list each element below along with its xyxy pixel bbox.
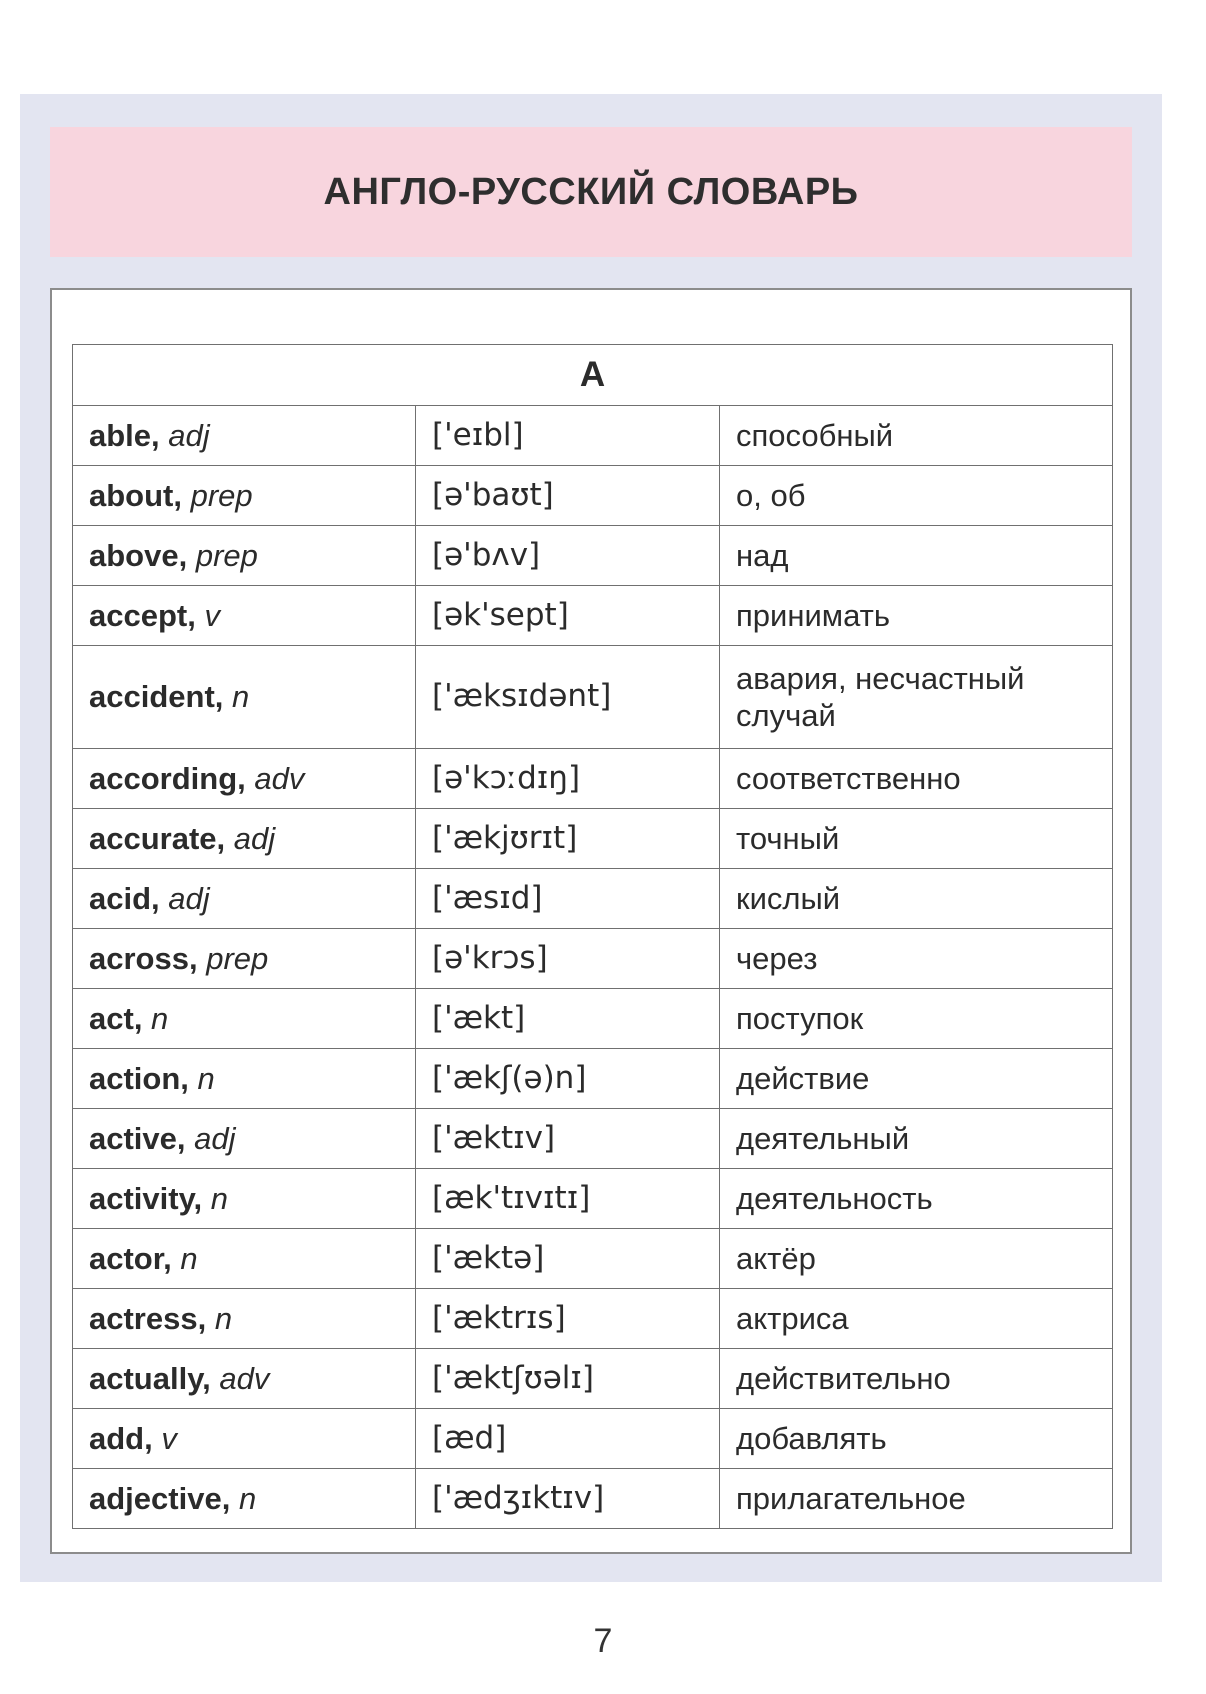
dictionary-table bbox=[72, 344, 1113, 1529]
part-of-speech: n bbox=[197, 1060, 215, 1096]
translation-cell: актриса bbox=[720, 1289, 1113, 1349]
translation-cell: о, об bbox=[720, 466, 1113, 526]
headword: able bbox=[89, 417, 152, 453]
transcription-cell: [ə'bʌv] bbox=[416, 526, 720, 586]
translation-cell: действительно bbox=[720, 1349, 1113, 1409]
translation-cell: принимать bbox=[720, 586, 1113, 646]
headword-separator: , bbox=[144, 1420, 162, 1456]
table-row bbox=[73, 1469, 1113, 1529]
headword-cell bbox=[73, 929, 416, 989]
part-of-speech: adj bbox=[194, 1120, 236, 1156]
headword-separator: , bbox=[197, 1300, 215, 1336]
headword: activity bbox=[89, 1180, 194, 1216]
table-row bbox=[73, 1409, 1113, 1469]
headword-cell bbox=[73, 1169, 416, 1229]
headword-cell bbox=[73, 1109, 416, 1169]
headword: action bbox=[89, 1060, 181, 1096]
headword-separator: , bbox=[151, 880, 169, 916]
translation-cell: добавлять bbox=[720, 1409, 1113, 1469]
page-title: АНГЛО-РУССКИЙ СЛОВАРЬ bbox=[323, 170, 859, 213]
part-of-speech: n bbox=[238, 1480, 257, 1516]
headword-separator: , bbox=[193, 1180, 211, 1216]
transcription-cell: [ə'krɔs] bbox=[416, 929, 720, 989]
table-row bbox=[73, 1229, 1113, 1289]
headword-cell bbox=[73, 406, 416, 466]
part-of-speech: adj bbox=[168, 880, 210, 916]
headword: across bbox=[89, 940, 189, 976]
transcription-cell: [æd] bbox=[416, 1409, 720, 1469]
headword-cell bbox=[73, 989, 416, 1049]
transcription-cell: ['æktə] bbox=[416, 1229, 720, 1289]
transcription-cell: ['æktʃʊəlɪ] bbox=[416, 1349, 720, 1409]
transcription-cell: ['ækt] bbox=[416, 989, 720, 1049]
headword-separator: , bbox=[214, 679, 233, 715]
table-row bbox=[73, 1349, 1113, 1409]
transcription-cell: ['ækʃ(ə)n] bbox=[416, 1049, 720, 1109]
table-row bbox=[73, 1169, 1113, 1229]
headword-separator: , bbox=[176, 1120, 195, 1156]
transcription-cell: ['ædʒɪktɪv] bbox=[416, 1469, 720, 1529]
part-of-speech: n bbox=[210, 1180, 229, 1216]
headword: above bbox=[89, 537, 179, 573]
headword: actress bbox=[89, 1300, 198, 1336]
headword: adjective bbox=[89, 1480, 222, 1516]
headword-separator: , bbox=[173, 477, 191, 513]
translation-cell: авария, несчастный случай bbox=[720, 646, 1113, 749]
part-of-speech: adv bbox=[219, 1360, 270, 1396]
title-band bbox=[50, 127, 1132, 257]
headword-separator: , bbox=[151, 417, 169, 453]
dictionary-panel bbox=[50, 288, 1132, 1554]
part-of-speech: adv bbox=[254, 760, 305, 796]
headword-separator: , bbox=[178, 537, 196, 573]
transcription-cell: [æk'tɪvɪtɪ] bbox=[416, 1169, 720, 1229]
transcription-cell: ['æsɪd] bbox=[416, 869, 720, 929]
headword-cell bbox=[73, 1349, 416, 1409]
headword-separator: , bbox=[163, 1240, 181, 1276]
headword-separator: , bbox=[216, 820, 234, 856]
headword: actually bbox=[89, 1360, 203, 1396]
headword-cell bbox=[73, 809, 416, 869]
table-row bbox=[73, 989, 1113, 1049]
table-row bbox=[73, 749, 1113, 809]
section-letter: A bbox=[73, 345, 1113, 406]
headword-cell bbox=[73, 1469, 416, 1529]
translation-cell: деятельность bbox=[720, 1169, 1113, 1229]
headword: accident bbox=[89, 679, 215, 715]
headword: active bbox=[89, 1120, 177, 1156]
headword-separator: , bbox=[180, 1060, 198, 1096]
headword-separator: , bbox=[188, 940, 207, 976]
table-row bbox=[73, 929, 1113, 989]
part-of-speech: prep bbox=[195, 537, 258, 573]
headword: act bbox=[89, 1000, 134, 1036]
transcription-cell: ['æktrɪs] bbox=[416, 1289, 720, 1349]
headword: about bbox=[89, 477, 174, 513]
headword-cell bbox=[73, 1409, 416, 1469]
part-of-speech: n bbox=[232, 679, 250, 715]
translation-cell: точный bbox=[720, 809, 1113, 869]
headword-separator: , bbox=[237, 760, 255, 796]
table-row bbox=[73, 406, 1113, 466]
headword-cell bbox=[73, 869, 416, 929]
transcription-cell: [ə'baʊt] bbox=[416, 466, 720, 526]
headword: according bbox=[89, 760, 238, 796]
headword-cell bbox=[73, 1289, 416, 1349]
part-of-speech: adj bbox=[168, 417, 210, 453]
translation-cell: соответственно bbox=[720, 749, 1113, 809]
headword-separator: , bbox=[221, 1480, 239, 1516]
translation-cell: кислый bbox=[720, 869, 1113, 929]
headword-separator: , bbox=[202, 1360, 220, 1396]
table-row bbox=[73, 809, 1113, 869]
section-header-row bbox=[73, 345, 1113, 406]
headword: accurate bbox=[89, 820, 217, 856]
table-row bbox=[73, 466, 1113, 526]
headword: acid bbox=[89, 880, 152, 916]
part-of-speech: adj bbox=[233, 820, 276, 856]
headword-separator: , bbox=[133, 1000, 152, 1036]
headword-cell bbox=[73, 646, 416, 749]
headword-cell bbox=[73, 749, 416, 809]
translation-cell: актёр bbox=[720, 1229, 1113, 1289]
table-row bbox=[73, 526, 1113, 586]
table-row bbox=[73, 1289, 1113, 1349]
part-of-speech: v bbox=[204, 597, 220, 633]
table-row bbox=[73, 1049, 1113, 1109]
headword: add bbox=[89, 1420, 145, 1456]
transcription-cell: ['ækjʊrɪt] bbox=[416, 809, 720, 869]
translation-cell: над bbox=[720, 526, 1113, 586]
part-of-speech: n bbox=[180, 1240, 198, 1276]
page-number: 7 bbox=[593, 1622, 613, 1660]
headword: actor bbox=[89, 1240, 164, 1276]
headword-cell bbox=[73, 1229, 416, 1289]
translation-cell: способный bbox=[720, 406, 1113, 466]
headword-cell bbox=[73, 1049, 416, 1109]
part-of-speech: v bbox=[161, 1420, 177, 1456]
translation-cell: прилагательное bbox=[720, 1469, 1113, 1529]
transcription-cell: ['æksɪdənt] bbox=[416, 646, 720, 749]
transcription-cell: ['æktɪv] bbox=[416, 1109, 720, 1169]
translation-cell: через bbox=[720, 929, 1113, 989]
dictionary-entries bbox=[73, 406, 1113, 1529]
table-row bbox=[73, 586, 1113, 646]
headword: accept bbox=[89, 597, 188, 633]
headword-cell bbox=[73, 526, 416, 586]
headword-cell bbox=[73, 466, 416, 526]
part-of-speech: prep bbox=[206, 940, 269, 976]
headword-separator: , bbox=[187, 597, 205, 633]
table-row bbox=[73, 1109, 1113, 1169]
part-of-speech: n bbox=[151, 1000, 169, 1036]
part-of-speech: n bbox=[214, 1300, 233, 1336]
transcription-cell: [ə'kɔːdɪŋ] bbox=[416, 749, 720, 809]
translation-cell: поступок bbox=[720, 989, 1113, 1049]
table-row bbox=[73, 869, 1113, 929]
transcription-cell: [ək'sept] bbox=[416, 586, 720, 646]
part-of-speech: prep bbox=[190, 477, 253, 513]
headword-cell bbox=[73, 586, 416, 646]
translation-cell: действие bbox=[720, 1049, 1113, 1109]
table-row bbox=[73, 646, 1113, 749]
translation-cell: деятельный bbox=[720, 1109, 1113, 1169]
transcription-cell: ['eɪbl] bbox=[416, 406, 720, 466]
